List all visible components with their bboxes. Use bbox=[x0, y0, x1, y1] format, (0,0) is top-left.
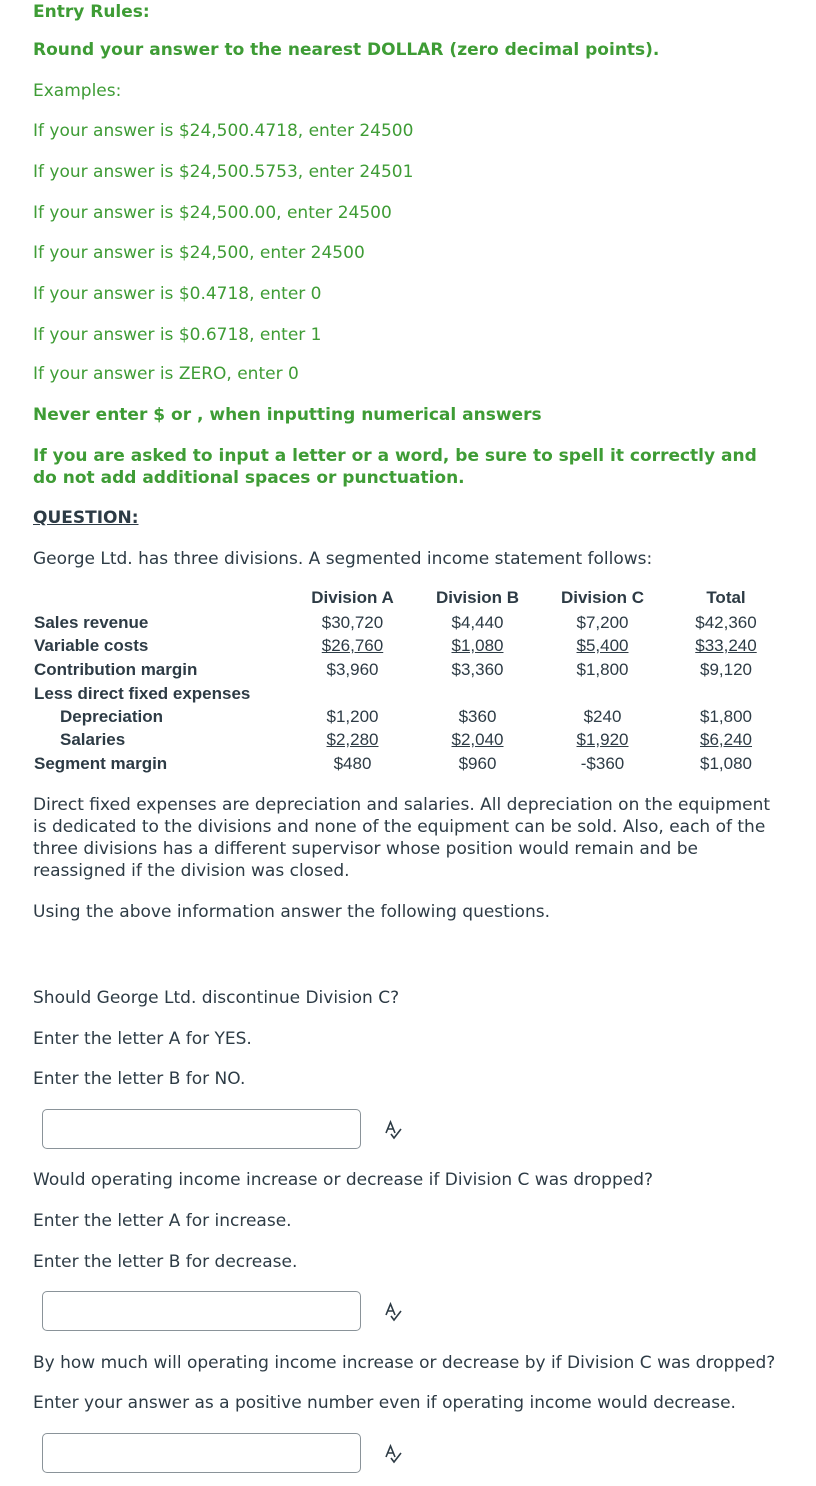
answer-input-1[interactable] bbox=[42, 1109, 361, 1149]
cell: $7,200 bbox=[576, 613, 629, 632]
row-label: Variable costs bbox=[34, 636, 149, 655]
cell: $3,960 bbox=[326, 660, 379, 679]
example-line: If your answer is $24,500.5753, enter 24501 bbox=[33, 162, 414, 182]
cell: $1,080 bbox=[451, 636, 504, 655]
spell-check-icon[interactable] bbox=[382, 1301, 404, 1323]
cell: $6,240 bbox=[700, 730, 752, 749]
row-label: Segment margin bbox=[34, 754, 168, 773]
cell: $480 bbox=[333, 754, 372, 773]
question-heading: QUESTION: bbox=[33, 508, 139, 528]
entry-rules-title: Entry Rules: bbox=[33, 2, 150, 22]
example-line: If your answer is $0.6718, enter 1 bbox=[33, 325, 322, 345]
example-line: If your answer is ZERO, enter 0 bbox=[33, 364, 299, 384]
table-row bbox=[33, 660, 773, 683]
part-1-prompt: Should George Ltd. discontinue Division C? bbox=[33, 988, 400, 1008]
example-line: If your answer is $24,500.4718, enter 24500 bbox=[33, 121, 414, 141]
cell: $360 bbox=[458, 707, 497, 726]
cell: $26,760 bbox=[321, 636, 384, 655]
header-division-a: Division A bbox=[311, 588, 394, 607]
part-2-prompt: Would operating income increase or decrease if Division C was dropped? bbox=[33, 1170, 654, 1190]
table-row bbox=[33, 613, 773, 636]
row-label: Salaries bbox=[60, 730, 126, 749]
table-row bbox=[33, 684, 773, 707]
row-label: Depreciation bbox=[60, 707, 163, 726]
question-intro: George Ltd. has three divisions. A segmented income statement follows: bbox=[33, 549, 653, 569]
row-label: Contribution margin bbox=[34, 660, 198, 679]
cell: $1,800 bbox=[576, 660, 629, 679]
cell: $1,920 bbox=[576, 730, 629, 749]
answer-input-2[interactable] bbox=[42, 1291, 361, 1331]
part-3-hint: Enter your answer as a positive number even if operating income would decrease. bbox=[33, 1393, 736, 1413]
instruction-text: Using the above information answer the following questions. bbox=[33, 902, 550, 922]
cell: $1,800 bbox=[700, 707, 752, 726]
table-row bbox=[33, 730, 773, 753]
example-line: If your answer is $0.4718, enter 0 bbox=[33, 284, 322, 304]
spell-check-icon[interactable] bbox=[382, 1443, 404, 1465]
cell: $2,280 bbox=[326, 730, 379, 749]
explanation-paragraph: Direct fixed expenses are depreciation and salaries. All depreciation on the equipment is dedicated to the divisions and none of the equipment can be sold. Also, each of the three divisions has a different supervisor whose position would remain and be reassigned if the division was closed. bbox=[33, 795, 771, 881]
part-2-hint-a: Enter the letter A for increase. bbox=[33, 1211, 292, 1231]
row-label: Sales revenue bbox=[34, 613, 149, 632]
cell: $1,080 bbox=[700, 754, 752, 773]
table-row bbox=[33, 636, 773, 659]
cell: $3,360 bbox=[451, 660, 504, 679]
cell: $33,240 bbox=[695, 636, 757, 655]
part-1-hint-a: Enter the letter A for YES. bbox=[33, 1029, 252, 1049]
spelling-note: If you are asked to input a letter or a word, be sure to spell it correctly and do not add additional spaces or punctuation. bbox=[33, 446, 757, 488]
header-total: Total bbox=[706, 588, 746, 607]
cell: $1,200 bbox=[326, 707, 379, 726]
examples-label: Examples: bbox=[33, 81, 122, 101]
cell: $5,400 bbox=[576, 636, 629, 655]
spell-check-icon[interactable] bbox=[382, 1119, 404, 1141]
header-division-c: Division C bbox=[560, 588, 645, 607]
part-1-hint-b: Enter the letter B for NO. bbox=[33, 1069, 246, 1089]
never-note: Never enter $ or , when inputting numerical answers bbox=[33, 405, 542, 425]
example-line: If your answer is $24,500.00, enter 24500 bbox=[33, 203, 392, 223]
table-row bbox=[33, 707, 773, 730]
part-2-hint-b: Enter the letter B for decrease. bbox=[33, 1252, 298, 1272]
cell: $30,720 bbox=[321, 613, 384, 632]
cell: $240 bbox=[583, 707, 622, 726]
header-division-b: Division B bbox=[435, 588, 520, 607]
round-note: Round your answer to the nearest DOLLAR (zero decimal points). bbox=[33, 40, 660, 60]
table-header-row bbox=[33, 588, 773, 611]
answer-input-3[interactable] bbox=[42, 1433, 361, 1473]
row-label: Less direct fixed expenses bbox=[34, 684, 251, 703]
cell: $4,440 bbox=[451, 613, 504, 632]
table-row bbox=[33, 754, 773, 777]
cell: -$360 bbox=[580, 754, 625, 773]
cell: $42,360 bbox=[695, 613, 757, 632]
cell: $9,120 bbox=[700, 660, 752, 679]
cell: $2,040 bbox=[451, 730, 504, 749]
part-3-prompt: By how much will operating income increase or decrease by if Division C was dropped? bbox=[33, 1353, 776, 1373]
example-line: If your answer is $24,500, enter 24500 bbox=[33, 243, 365, 263]
cell: $960 bbox=[458, 754, 497, 773]
